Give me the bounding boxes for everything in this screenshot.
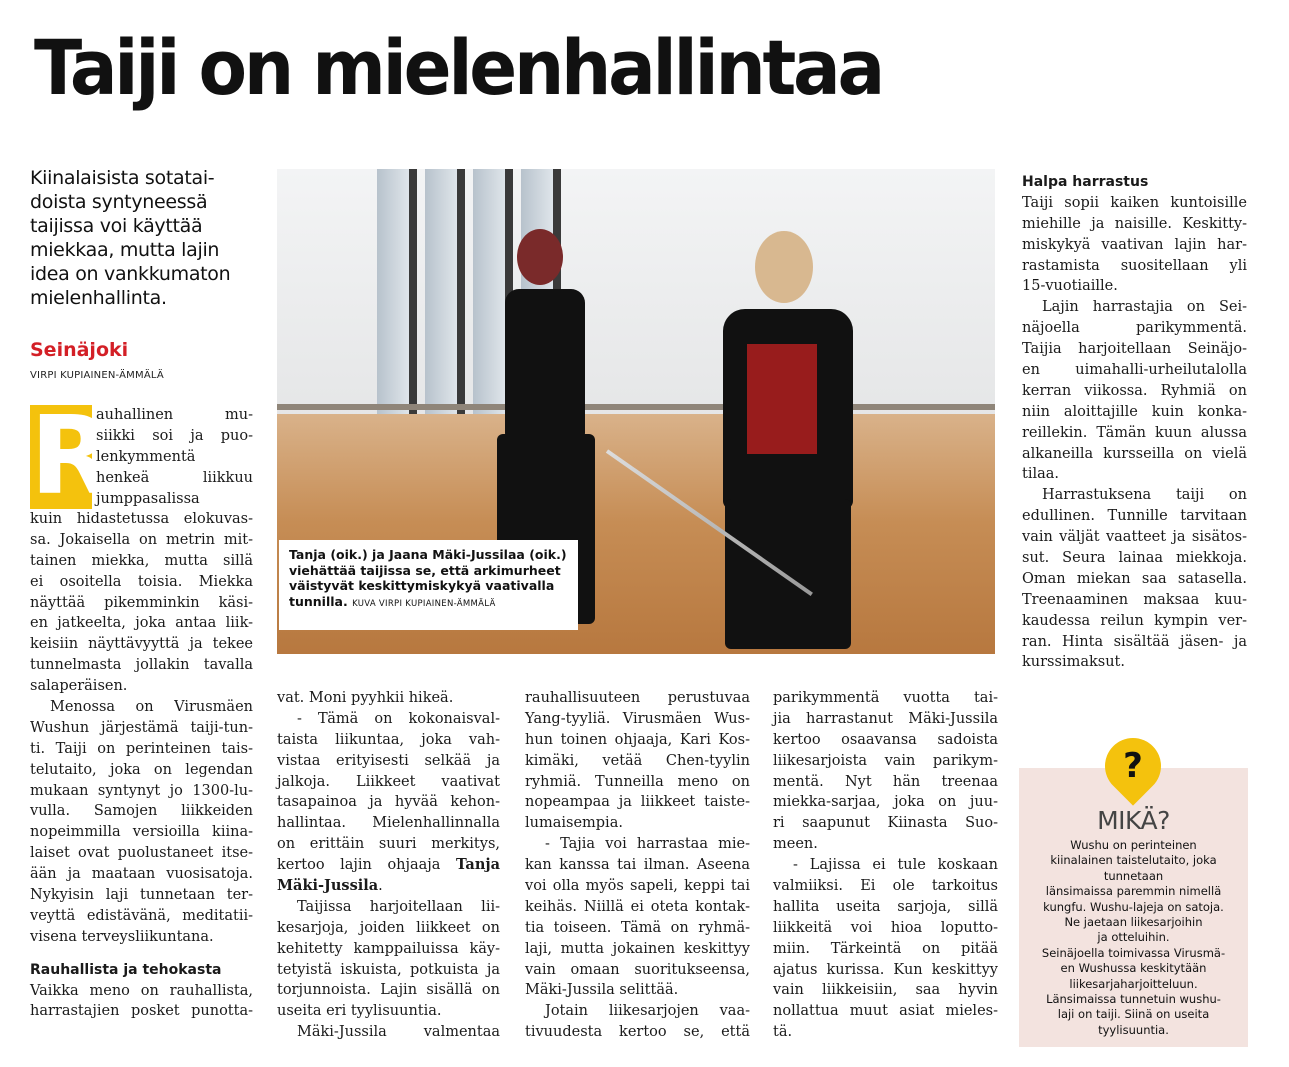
text-line: kertoo osaavansa sadoista xyxy=(773,731,998,748)
text-line: miskykyä vaativan lajin har- xyxy=(1022,236,1247,253)
photo-person-torso xyxy=(505,289,585,439)
text-line: näjoella parikymmentä. xyxy=(1022,320,1247,337)
text-line: sa. Jokaisella on metrin mit- xyxy=(30,531,253,548)
text-line: jia harrastanut Mäki-Jussila xyxy=(773,710,998,727)
person-name-bold: Mäki-Jussila xyxy=(277,877,379,895)
text-line: kuin hidastetussa elokuvas- xyxy=(30,511,253,527)
text-line: Yang-tyyliä. Virusmäen Wus- xyxy=(525,710,750,727)
fact-line: länsimaissa paremmin nimellä xyxy=(1045,884,1222,899)
text-line: telutaito, joka on legendan xyxy=(30,761,253,778)
text-line: laji, mutta jokainen keskittyy xyxy=(525,940,750,957)
text-line: salaperäisen. xyxy=(30,678,128,695)
text-line: Lajin harrastajia on Sei- xyxy=(1042,299,1247,316)
lead-paragraph xyxy=(30,166,265,310)
text-line: niin aloittajille kuin konka- xyxy=(1022,403,1247,420)
text-line: tilaa. xyxy=(1022,466,1060,483)
text-line xyxy=(277,855,500,876)
lead-line: mielenhallinta. xyxy=(30,287,167,309)
photo-person-head xyxy=(755,231,813,303)
text-line: voi olla myös sapeli, keppi tai xyxy=(525,878,750,895)
fact-line: ja otteluihin. xyxy=(1097,930,1170,945)
text-line: ryhmiä. Tunneilla meno on xyxy=(525,773,750,790)
text-line: jumppasalissa xyxy=(96,490,200,507)
photo-window xyxy=(425,169,465,419)
text-line: Mäki-Jussila valmentaa xyxy=(297,1024,500,1041)
question-mark-symbol: ? xyxy=(1123,746,1143,786)
text-line: mukaan syntynyt jo 1300-lu- xyxy=(30,782,253,799)
text-line: vistaa erityisesti selkää ja xyxy=(277,752,500,769)
text-line: liikesarjoista vain parikym- xyxy=(773,752,998,769)
text-line: kerran viikossa. Ryhmiä on xyxy=(1022,382,1247,399)
text-line: ajatus kurissa. Kun keskittyy xyxy=(773,961,998,978)
text-line: 15-vuotiaille. xyxy=(1022,278,1118,295)
text-line: hallita useita sarjoja, sillä xyxy=(773,898,998,915)
caption-last-line: tunnilla. xyxy=(289,593,348,609)
fact-line: kiinalainen taistelutaito, joka xyxy=(1050,853,1217,868)
caption-line: Tanja (oik.) ja Jaana Mäki-Jussilaa (oik.) xyxy=(289,547,567,562)
subheading: Halpa harrastus xyxy=(1022,174,1149,190)
text-line: meen. xyxy=(773,836,818,853)
fact-line: laji on taiji. Siinä on useita xyxy=(1057,1007,1210,1022)
text-line: miehille ja naisille. Keskitty- xyxy=(1022,215,1247,232)
text-line: on erittäin suuri merkitys, xyxy=(277,836,500,853)
column-3 xyxy=(525,688,750,1043)
text-line: ei osoitella toisia. Miekka xyxy=(30,573,253,590)
lead-line: miekkaa, mutta lajin xyxy=(30,239,220,261)
column-1-dropcap-text xyxy=(96,405,253,509)
text-line: nopeampaa ja liikkeet taiste- xyxy=(525,794,750,811)
text-line: kaudessa reilun kympin ver- xyxy=(1022,612,1247,629)
text-line: nopeimmilla versioilla kiina- xyxy=(30,824,253,841)
text-line: - Tajia voi harrastaa mie- xyxy=(545,836,750,853)
text-line: vain liikkeisiin, saa hyvin xyxy=(773,982,998,999)
fact-line: tunnetaan xyxy=(1103,868,1164,883)
text-fragment: . xyxy=(378,878,383,895)
lead-line: taijissa voi käyttää xyxy=(30,215,203,237)
fact-box-title: MIKÄ? xyxy=(1097,806,1170,835)
lead-line: idea on vankkumaton xyxy=(30,263,231,285)
text-line: ään ja maataan vuosisatoja. xyxy=(30,866,253,883)
dateline-place: Seinäjoki xyxy=(30,339,129,361)
fact-line: Ne jaetaan liikesarjoihin xyxy=(1064,915,1203,930)
column-1 xyxy=(30,509,253,1022)
fact-line: tyylisuuntia. xyxy=(1098,1022,1169,1037)
photo-window xyxy=(377,169,417,419)
text-line: vulla. Samojen liikkeiden xyxy=(30,803,253,820)
text-fragment: kertoo lajin ohjaaja xyxy=(277,857,457,874)
column-4 xyxy=(773,688,998,1043)
text-line: näyttää pikemminkin käsi- xyxy=(30,594,253,611)
text-line: tetyistä iskuista, potkuista ja xyxy=(277,961,500,978)
text-line: Vaikka meno on rauhallista, xyxy=(30,982,253,999)
text-line: alkaneilla kursseilla on vielä xyxy=(1022,445,1247,462)
photo-person-head xyxy=(517,229,563,285)
text-line: hallintaa. Mielenhallinnalla xyxy=(277,815,500,832)
paragraph-spacer xyxy=(30,948,253,960)
text-line: useita eri tyylisuuntia. xyxy=(277,1003,442,1020)
subheading: Rauhallista ja tehokasta xyxy=(30,961,222,978)
photo-credit: KUVA VIRPI KUPIAINEN-ÄMMÄLÄ xyxy=(352,598,496,609)
lead-line: Kiinalaisista sotatai- xyxy=(30,167,215,189)
text-line: tunnelmasta jollakin tavalla xyxy=(30,657,253,674)
text-line: taista liikuntaa, joka vah- xyxy=(277,731,500,748)
caption-line: viehättää taijissa se, että arkimurheet xyxy=(289,562,561,578)
text-line: vain omaan suoritukseensa, xyxy=(525,961,750,978)
text-line: parikymmentä vuotta tai- xyxy=(773,690,998,706)
text-line: tia toiseen. Tämä on ryhmä- xyxy=(525,919,750,936)
column-2 xyxy=(277,688,500,1043)
text-line: kehitetty kamppailuissa käy- xyxy=(277,940,500,957)
text-line: kan kanssa tai ilman. Aseena xyxy=(525,857,750,874)
text-line: lumaisempia. xyxy=(525,815,623,832)
fact-line: Länsimaissa tunnetuin wushu- xyxy=(1046,992,1221,1007)
text-line: Oman miekan saa satasella. xyxy=(1022,570,1247,587)
fact-line: Seinäjoella toimivassa Virusmä- xyxy=(1041,945,1226,960)
text-line: tainen miekka, mutta sillä xyxy=(30,552,253,569)
text-line: - Tämä on kokonaisval- xyxy=(297,710,500,727)
text-line: ti. Taiji on perinteinen tais- xyxy=(30,740,253,757)
text-line: ri saapunut Kiinasta Suo- xyxy=(773,815,998,832)
text-line: rastamista suositellaan yli xyxy=(1022,257,1247,274)
text-line: harrastajien posket punotta- xyxy=(30,1003,253,1020)
text-line: ran. Hinta sisältää jäsen- ja xyxy=(1022,633,1247,650)
text-line: Mäki-Jussila selittää. xyxy=(525,982,679,999)
fact-line: Wushu on perinteinen xyxy=(1070,838,1197,852)
text-line xyxy=(277,876,500,897)
text-line: kimäki, vetää Chen-tyylin xyxy=(525,752,750,769)
byline: VIRPI KUPIAINEN-ÄMMÄLÄ xyxy=(30,370,164,381)
text-line: siikki soi ja puo- xyxy=(96,427,253,444)
text-line: edullinen. Tunnille tarvitaan xyxy=(1022,508,1247,525)
dropcap: R xyxy=(30,394,114,519)
fact-line: kungfu. Wushu-lajeja on satoja. xyxy=(1043,899,1224,914)
text-line: valmiiksi. Ei ole tarkoitus xyxy=(773,878,998,895)
fact-box-body xyxy=(1019,838,1248,1038)
headline: Taiji on mielenhallintaa xyxy=(34,23,882,112)
text-line: keihäs. Niillä ei oteta kontak- xyxy=(525,898,750,915)
text-line: Wushun järjestämä taiji-tun- xyxy=(30,719,253,736)
text-line: kurssimaksut. xyxy=(1022,654,1125,671)
caption-line: väistyvät keskittymiskykyä vaativalla xyxy=(289,578,555,593)
text-line: tivuudesta kertoo se, että xyxy=(525,1024,750,1041)
text-line: veyttä edistävänä, meditatii- xyxy=(30,907,253,924)
text-line: en uimahalli-urheilutalolla xyxy=(1022,362,1247,379)
text-line: hun toinen ohjaaja, Kari Kos- xyxy=(525,731,750,748)
text-line: nollattua muut asiat mieles- xyxy=(773,1003,998,1020)
photo-person-legs xyxy=(725,499,851,649)
text-line: auhallinen mu- xyxy=(96,407,253,423)
text-line: Taijissa harjoitellaan lii- xyxy=(297,898,500,915)
photo-rail xyxy=(277,404,995,410)
text-line: vain väljät vaatteet ja sisätos- xyxy=(1022,529,1247,546)
text-line: tä. xyxy=(773,1024,793,1041)
lead-line: doista syntyneessä xyxy=(30,191,208,213)
person-name-bold: Tanja xyxy=(456,856,500,874)
text-line: Harrastuksena taiji on xyxy=(1042,487,1247,504)
text-line: Taijia harjoitellaan Seinäjo- xyxy=(1022,341,1247,358)
text-line: mentä. Nyt hän treenaa xyxy=(773,773,998,790)
text-line: liikkeitä voi hioa loputto- xyxy=(773,919,998,936)
text-line: rauhallisuuteen perustuvaa xyxy=(525,690,750,706)
text-line: Taiji sopii kaiken kuntoisille xyxy=(1022,194,1247,211)
text-line: lenkymmentä xyxy=(96,448,196,465)
text-line: kesarjoja, joiden liikkeet on xyxy=(277,919,500,936)
text-line: keisiin näyttävyyttä ja tekee xyxy=(30,636,253,653)
text-line: Nykyisin laji tunnetaan ter- xyxy=(30,887,253,904)
text-line: reillekin. Tämän kuun alussa xyxy=(1022,424,1247,441)
text-line: visena terveysliikuntana. xyxy=(30,928,214,945)
photo-shirt-print xyxy=(747,344,817,454)
column-5 xyxy=(1022,172,1247,673)
text-line: miin. Tärkeintä on pitää xyxy=(773,940,998,957)
text-line: laiset ovat puolustaneet itse- xyxy=(30,845,253,862)
text-line: tasapainoa ja hyvää kehon- xyxy=(277,794,500,811)
text-line: Jotain liikesarjojen vaa- xyxy=(545,1003,750,1020)
text-line: sut. Seura lainaa miekkoja. xyxy=(1022,550,1247,567)
text-line: - Lajissa ei tule koskaan xyxy=(793,857,998,874)
text-line: henkeä liikkuu xyxy=(96,469,253,486)
text-line: Treenaaminen maksaa kuu- xyxy=(1022,591,1247,608)
text-line: en jatkeelta, joka antaa liik- xyxy=(30,615,253,632)
fact-line: liikesarjaharjoitteluun. xyxy=(1069,976,1198,991)
fact-line: en Wushussa keskitytään xyxy=(1060,961,1207,976)
text-line: torjunnoista. Lajin sisällä on xyxy=(277,982,500,999)
text-line: vat. Moni pyyhkii hikeä. xyxy=(277,690,454,706)
photo-caption xyxy=(279,540,578,630)
text-line: Menossa on Virusmäen xyxy=(50,699,253,716)
text-line: miekka-sarjaa, joka on juu- xyxy=(773,794,998,811)
caption-line xyxy=(289,594,568,613)
text-line: jalkoja. Liikkeet vaativat xyxy=(277,773,500,790)
